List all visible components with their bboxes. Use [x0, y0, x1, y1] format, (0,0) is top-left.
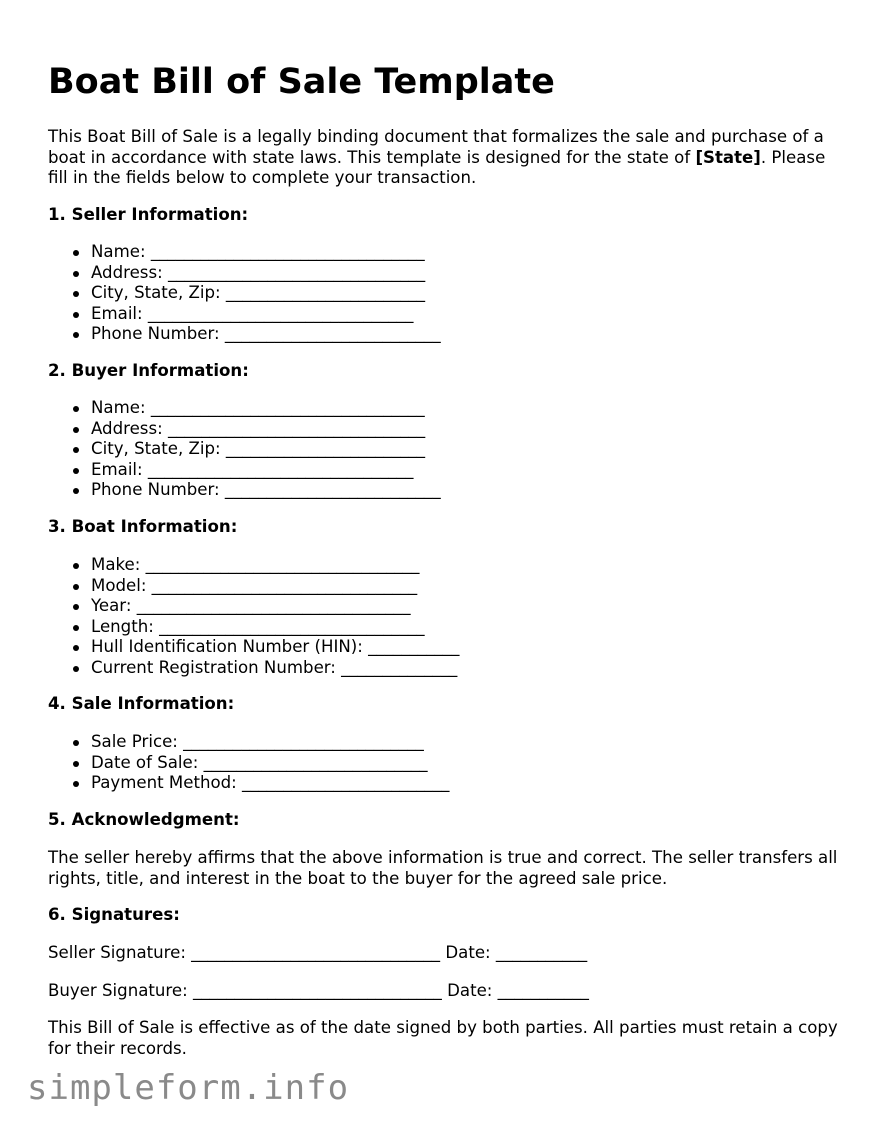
- seller-section-heading: 1. Seller Information:: [48, 205, 249, 224]
- signatures-section-heading: 6. Signatures:: [48, 905, 180, 924]
- buyer-phone-field[interactable]: Phone Number: __________________________: [48, 480, 441, 501]
- buyer-email-field[interactable]: Email: ________________________________: [48, 460, 441, 481]
- boat-registration-field[interactable]: Current Registration Number: ______________: [48, 658, 459, 679]
- acknowledgment-text: The seller hereby affirms that the above information is true and correct. The seller transfers all rights, title, and interest in the boat to the buyer for the agreed sale price.: [48, 848, 838, 888]
- seller-phone-field[interactable]: Phone Number: __________________________: [48, 324, 441, 345]
- watermark-logo: simpleform.info: [27, 1068, 350, 1108]
- boat-section-heading: 3. Boat Information:: [48, 517, 238, 536]
- seller-signature-line[interactable]: Seller Signature: ______________________________ Date: ___________: [48, 943, 588, 962]
- buyer-section-heading: 2. Buyer Information:: [48, 361, 249, 380]
- intro-paragraph: [48, 127, 848, 189]
- boat-year-field[interactable]: Year: _________________________________: [48, 596, 459, 617]
- intro-text-before: This Boat Bill of Sale is a legally binding document that formalizes the sale and purchase of a boat in accordance with state laws. This template is designed for the state of: [48, 127, 824, 167]
- buyer-signature-line[interactable]: Buyer Signature: ______________________________ Date: ___________: [48, 981, 589, 1000]
- buyer-field-list: [48, 398, 441, 501]
- sale-price-field[interactable]: Sale Price: _____________________________: [48, 732, 449, 753]
- seller-email-field[interactable]: Email: ________________________________: [48, 304, 441, 325]
- boat-make-field[interactable]: Make: _________________________________: [48, 555, 459, 576]
- intro-text-after: . Please fill in the fields below to complete your transaction.: [48, 147, 826, 187]
- seller-city-state-zip-field[interactable]: City, State, Zip: ________________________: [48, 283, 441, 304]
- buyer-address-field[interactable]: Address: _______________________________: [48, 419, 441, 440]
- state-placeholder: [State]: [695, 147, 761, 167]
- buyer-name-field[interactable]: Name: _________________________________: [48, 398, 441, 419]
- seller-field-list: [48, 242, 441, 345]
- seller-address-field[interactable]: Address: _______________________________: [48, 263, 441, 284]
- sale-date-field[interactable]: Date of Sale: ___________________________: [48, 753, 449, 774]
- payment-method-field[interactable]: Payment Method: _________________________: [48, 773, 449, 794]
- sale-section-heading: 4. Sale Information:: [48, 694, 235, 713]
- buyer-city-state-zip-field[interactable]: City, State, Zip: ________________________: [48, 439, 441, 460]
- boat-model-field[interactable]: Model: ________________________________: [48, 576, 459, 597]
- closing-statement: This Bill of Sale is effective as of the date signed by both parties. All parties must retain a copy for their records.: [48, 1018, 838, 1058]
- boat-length-field[interactable]: Length: ________________________________: [48, 617, 459, 638]
- acknowledgment-section-heading: 5. Acknowledgment:: [48, 810, 240, 829]
- document-title: Boat Bill of Sale Template: [48, 62, 555, 102]
- seller-name-field[interactable]: Name: _________________________________: [48, 242, 441, 263]
- sale-field-list: [48, 732, 449, 794]
- boat-field-list: [48, 555, 459, 678]
- boat-hin-field[interactable]: Hull Identification Number (HIN): ___________: [48, 637, 459, 658]
